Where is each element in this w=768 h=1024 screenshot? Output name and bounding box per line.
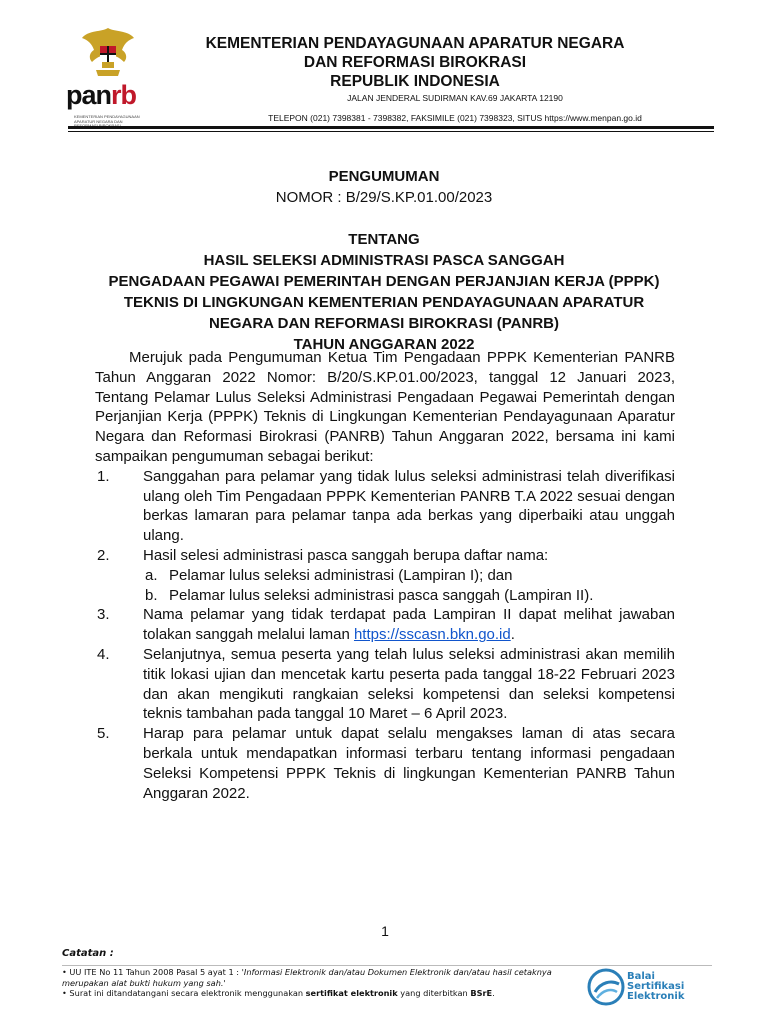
announcement-title [60, 166, 708, 355]
subject-line-4: NEGARA DAN REFORMASI BIROKRASI (PANRB) [209, 315, 559, 332]
list-item: 4. Selanjutnya, semua peserta yang telah lulus seleksi administrasi akan memilih titik lokasi ujian dan mencetak kartu peserta pada tanggal 18-22 Februari 2023 dan akan mengikuti rangkaian seleksi kompetensi dan seleksi kompetensi teknis tambahan pada tanggal 10 Maret – 6 April 2023. [97, 645, 675, 723]
announcement-body [95, 348, 675, 803]
footer [62, 948, 712, 1002]
ministry-line-2: DAN REFORMASI BIROKRASI [303, 54, 527, 71]
list-item: 2. Hasil selesi administrasi pasca sanggah berupa daftar nama: a. Pelamar lulus seleksi administrasi (Lampiran I); dan b. Pelamar lulus seleksi administrasi pasca sanggah (Lampiran II). [95, 546, 675, 605]
footer-rule [62, 965, 712, 966]
header-rule-thick [68, 126, 714, 129]
bsre-emblem-icon [587, 968, 625, 1006]
header-rule-thin [68, 131, 714, 132]
bsre-logo [587, 968, 712, 1008]
brand-tagline: KEMENTERIAN PENDAYAGUNAAN APARATUR NEGARA DAN [74, 114, 140, 124]
announcement-heading: PENGUMUMAN [328, 168, 440, 185]
footer-label: Catatan : [62, 948, 114, 959]
sscasn-link[interactable]: https://sscasn.bkn.go.id [353, 626, 511, 644]
contact-line: TELEPON (021) 7398381 - 7398382, FAKSIMILE (021) 7398323, SITUS https://www.menpan.go.id [268, 113, 642, 123]
subject-line-3: TEKNIS DI LINGKUNGAN KEMENTERIAN PENDAYAGUNAAN APARATUR [123, 294, 645, 311]
bsre-wordmark: Balai Sertifikasi Elektronik [627, 971, 685, 1002]
footer-note-signature: • Surat ini ditandatangani secara elektronik menggunakan sertifikat elektronik yang diterbitkan BSrE. [62, 988, 495, 998]
announcement-list [95, 467, 675, 804]
footer-note-ite: • UU ITE No 11 Tahun 2008 Pasal 5 ayat 1 : 'Informasi Elektronik dan/atau Dokumen Elektronik dan/atau hasil cetaknya merupakan alat bukti hukum yang sah.' [62, 967, 552, 988]
announcement-about: TENTANG [348, 231, 420, 248]
subject-line-2: PENGADAAN PEGAWAI PEMERINTAH DENGAN PERJANJIAN KERJA (PPPK) [108, 273, 660, 290]
ministry-name [190, 34, 640, 91]
announcement-number: NOMOR : B/29/S.KP.01.00/2023 [275, 189, 493, 206]
intro-paragraph: Merujuk pada Pengumuman Ketua Tim Pengadaan PPPK Kementerian PANRB Tahun Anggaran 2022 Nomor: B/20/S.KP.01.00/2023, tanggal 12 Januari 2023, Tentang Pelamar Lulus Seleksi Administrasi Pengadaan Pegawai Pemerintah dengan Perjanjian Kerja (PPPK) Teknis di Lingkungan Kementerian Pendayagunaan Aparatur Negara dan Reformasi Birokrasi (PANRB) Tahun Anggaran 2022, bersama ini kami sampaikan pengumuman sebagai berikut: [95, 349, 675, 465]
list-item: 3. Nama pelamar yang tidak terdapat pada Lampiran II dapat melihat jawaban tolakan sanggah melalui laman https://sscasn.bkn.go.id. [97, 606, 675, 644]
garuda-emblem-icon [78, 24, 138, 80]
ministry-address [205, 88, 705, 128]
list-item: 5. Harap para pelamar untuk dapat selalu mengakses laman di atas secara berkala untuk mendapatkan informasi terbaru tentang informasi pengadaan Seleksi Kompetensi PPPK Teknis di lingkungan Kementerian PANRB Tahun Anggaran 2022. [97, 725, 675, 802]
subject-line-5: TAHUN ANGGARAN 2022 [293, 336, 475, 353]
ministry-line-1: KEMENTERIAN PENDAYAGUNAAN APARATUR NEGARA [205, 35, 625, 52]
footer-notes [62, 967, 582, 999]
sub-list-item: b. Pelamar lulus seleksi administrasi pasca sanggah (Lampiran II). [145, 586, 594, 604]
list-item: 1. Sanggahan para pelamar yang tidak lulus seleksi administrasi telah diverifikasi ulang oleh Tim Pengadaan PPPK Kementerian PANRB T.A 2022 sesuai dengan berkas lamaran para pelamar tanpa ada berkas yang diperbaiki atau unggah ulang. [97, 467, 675, 545]
ministry-line-3: REPUBLIK INDONESIA [330, 73, 500, 90]
panrb-logo [64, 24, 188, 124]
brand-wordmark: panrb [66, 80, 137, 110]
address-line: JALAN JENDERAL SUDIRMAN KAV.69 JAKARTA 12190 [347, 93, 563, 103]
sub-list [143, 566, 675, 606]
sub-list-item: a. Pelamar lulus seleksi administrasi (Lampiran I); dan [145, 566, 513, 584]
page-number: 1 [381, 923, 389, 939]
subject-line-1: HASIL SELEKSI ADMINISTRASI PASCA SANGGAH [203, 252, 565, 269]
letterhead [0, 0, 768, 130]
